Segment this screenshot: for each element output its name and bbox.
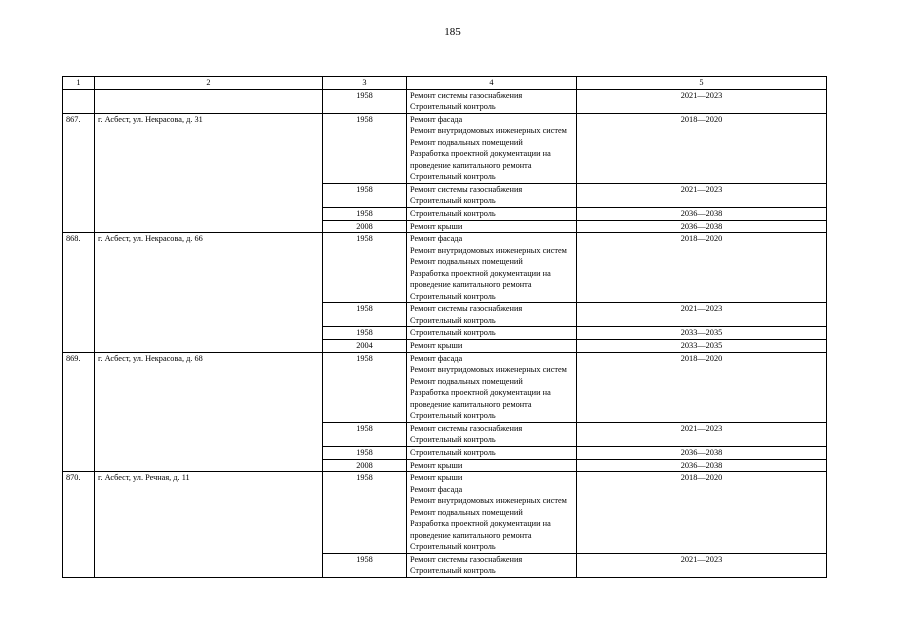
work-item: Строительный контроль — [410, 447, 496, 457]
period-cell: 2021—2023 — [577, 303, 827, 327]
period-cell: 2036—2038 — [577, 459, 827, 472]
address-cell: г. Асбест, ул. Некрасова, д. 31 — [95, 113, 323, 232]
works-cell — [407, 89, 577, 113]
header-cell: 5 — [577, 77, 827, 90]
work-item: Ремонт системы газоснабжения — [410, 304, 523, 314]
table-row — [63, 113, 827, 183]
work-item: Строительный контроль — [410, 209, 496, 219]
work-item: Ремонт внутридомовых инженерных систем — [410, 496, 567, 506]
year-cell: 1958 — [323, 352, 407, 422]
row-number-cell: 868. — [63, 233, 95, 352]
year-cell: 1958 — [323, 446, 407, 459]
works-cell — [407, 303, 577, 327]
period-cell: 2036—2038 — [577, 220, 827, 233]
work-item: Строительный контроль — [410, 315, 496, 325]
year-cell: 1958 — [323, 89, 407, 113]
works-cell — [407, 472, 577, 554]
work-item: проведение капитального ремонта — [410, 280, 532, 290]
works-cell — [407, 446, 577, 459]
row-number-cell: 870. — [63, 472, 95, 578]
year-cell: 1958 — [323, 422, 407, 446]
year-cell: 1958 — [323, 113, 407, 183]
works-cell — [407, 220, 577, 233]
period-cell: 2018—2020 — [577, 233, 827, 303]
work-item: Ремонт крыши — [410, 473, 463, 483]
work-item: проведение капитального ремонта — [410, 160, 532, 170]
row-number-cell: 867. — [63, 113, 95, 232]
year-cell: 2004 — [323, 340, 407, 353]
work-item: Строительный контроль — [410, 542, 496, 552]
work-item: Ремонт системы газоснабжения — [410, 423, 523, 433]
period-cell: 2018—2020 — [577, 113, 827, 183]
header-cell: 1 — [63, 77, 95, 90]
year-cell: 2008 — [323, 459, 407, 472]
period-cell: 2021—2023 — [577, 553, 827, 577]
table-row — [63, 472, 827, 554]
address-cell — [95, 89, 323, 113]
work-item: Строительный контроль — [410, 566, 496, 576]
work-item: Ремонт фасада — [410, 234, 463, 244]
work-item: Ремонт внутридомовых инженерных систем — [410, 126, 567, 136]
year-cell: 1958 — [323, 303, 407, 327]
work-item: Разработка проектной документации на — [410, 149, 551, 159]
work-item: Ремонт подвальных помещений — [410, 507, 523, 517]
address-cell: г. Асбест, ул. Некрасова, д. 66 — [95, 233, 323, 352]
year-cell: 2008 — [323, 220, 407, 233]
year-cell: 1958 — [323, 208, 407, 221]
period-cell: 2021—2023 — [577, 89, 827, 113]
header-cell: 4 — [407, 77, 577, 90]
work-item: проведение капитального ремонта — [410, 530, 532, 540]
work-item: Строительный контроль — [410, 411, 496, 421]
work-item: Ремонт крыши — [410, 460, 463, 470]
work-item: Строительный контроль — [410, 196, 496, 206]
table-row — [63, 233, 827, 303]
work-item: Разработка проектной документации на — [410, 519, 551, 529]
work-item: проведение капитального ремонта — [410, 399, 532, 409]
work-item: Ремонт внутридомовых инженерных систем — [410, 245, 567, 255]
work-item: Строительный контроль — [410, 172, 496, 182]
works-cell — [407, 340, 577, 353]
year-cell: 1958 — [323, 327, 407, 340]
work-item: Ремонт внутридомовых инженерных систем — [410, 365, 567, 375]
table-row — [63, 352, 827, 422]
period-cell: 2033—2035 — [577, 327, 827, 340]
work-item: Ремонт системы газоснабжения — [410, 184, 523, 194]
works-cell — [407, 113, 577, 183]
work-item: Ремонт крыши — [410, 341, 463, 351]
work-item: Разработка проектной документации на — [410, 268, 551, 278]
row-number-cell: 869. — [63, 352, 95, 471]
table-row — [63, 89, 827, 113]
table-body — [63, 77, 827, 578]
work-item: Строительный контроль — [410, 435, 496, 445]
works-cell — [407, 422, 577, 446]
period-cell: 2018—2020 — [577, 472, 827, 554]
work-item: Ремонт подвальных помещений — [410, 376, 523, 386]
work-item: Ремонт системы газоснабжения — [410, 554, 523, 564]
works-cell — [407, 233, 577, 303]
work-item: Ремонт подвальных помещений — [410, 257, 523, 267]
work-item: Строительный контроль — [410, 328, 496, 338]
work-item: Строительный контроль — [410, 102, 496, 112]
works-cell — [407, 208, 577, 221]
period-cell: 2036—2038 — [577, 208, 827, 221]
year-cell: 1958 — [323, 472, 407, 554]
work-item: Ремонт крыши — [410, 221, 463, 231]
work-item: Ремонт фасада — [410, 353, 463, 363]
year-cell: 1958 — [323, 183, 407, 207]
year-cell: 1958 — [323, 553, 407, 577]
period-cell: 2018—2020 — [577, 352, 827, 422]
page-number: 185 — [444, 26, 461, 38]
header-cell: 3 — [323, 77, 407, 90]
period-cell: 2021—2023 — [577, 183, 827, 207]
period-cell: 2036—2038 — [577, 446, 827, 459]
works-cell — [407, 352, 577, 422]
work-item: Строительный контроль — [410, 291, 496, 301]
works-cell — [407, 183, 577, 207]
work-item: Ремонт системы газоснабжения — [410, 90, 523, 100]
work-item: Ремонт фасада — [410, 114, 463, 124]
work-item: Ремонт подвальных помещений — [410, 137, 523, 147]
work-item: Ремонт фасада — [410, 484, 463, 494]
capital-repair-table — [62, 76, 827, 578]
works-cell — [407, 553, 577, 577]
address-cell: г. Асбест, ул. Некрасова, д. 68 — [95, 352, 323, 471]
address-cell: г. Асбест, ул. Речная, д. 11 — [95, 472, 323, 578]
work-item: Разработка проектной документации на — [410, 388, 551, 398]
period-cell: 2021—2023 — [577, 422, 827, 446]
year-cell: 1958 — [323, 233, 407, 303]
period-cell: 2033—2035 — [577, 340, 827, 353]
header-row — [63, 77, 827, 90]
row-number-cell — [63, 89, 95, 113]
works-cell — [407, 459, 577, 472]
header-cell: 2 — [95, 77, 323, 90]
works-cell — [407, 327, 577, 340]
